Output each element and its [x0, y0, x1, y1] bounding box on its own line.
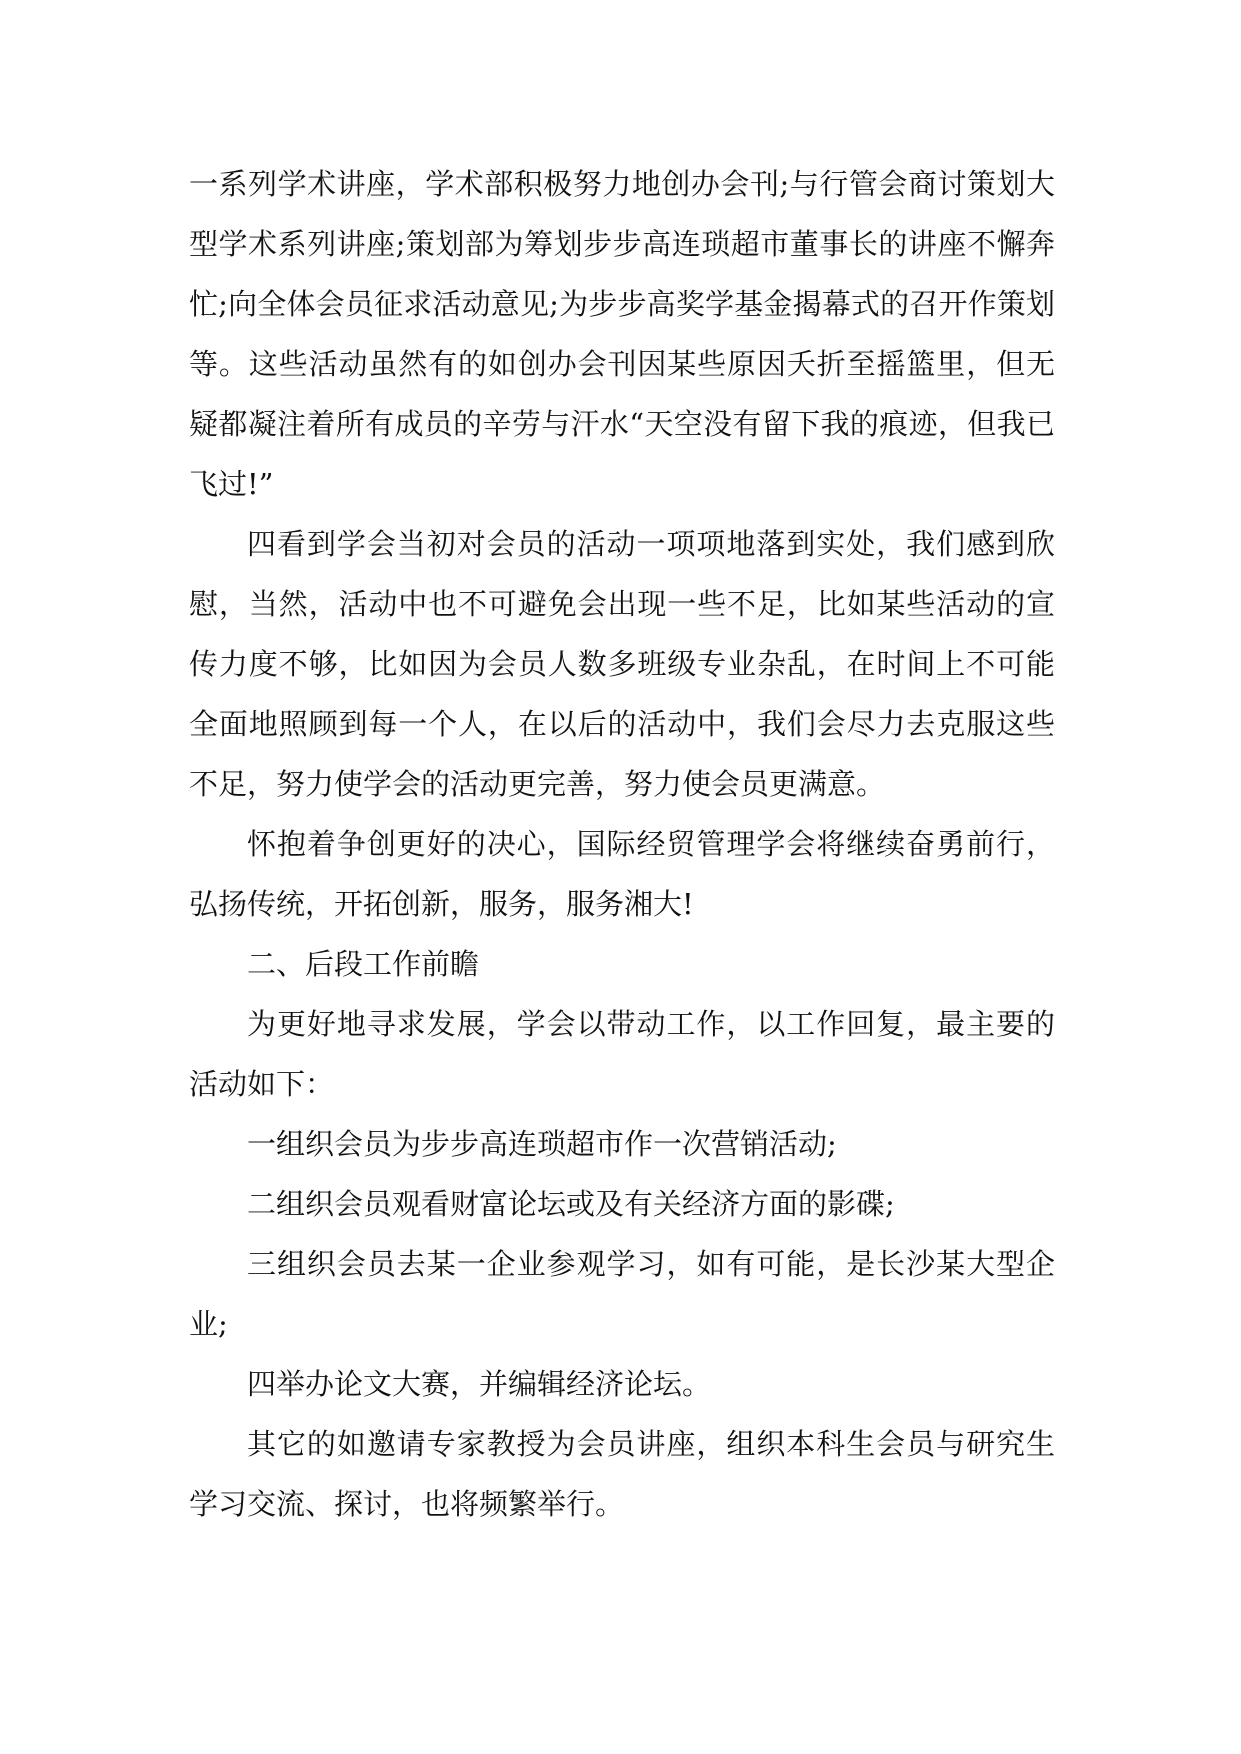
list-item-paper-contest: 四举办论文大赛，并编辑经济论坛。: [247, 1367, 712, 1401]
list-item-marketing-activity: 一组织会员为步步高连琐超市作一次营销活动;: [247, 1127, 837, 1161]
paragraph-reflection: 四看到学会当初对会员的活动一项项地落到实处，我们感到欣慰，当然，活动中也不可避免会出现一些不足，比如某些活动的宣传力度不够，比如因为会员人数多班级专业杂乱，在时间上不可能全面地照顾到每一个人，在以后的活动中，我们会尽力去克服这些不足，努力使学会的活动更完善，努力使会员更满意。: [189, 527, 1055, 801]
list-item-company-visit: 三组织会员去某一企业参观学习，如有可能，是长沙某大型企业;: [189, 1247, 1055, 1341]
list-item-forum-viewing: 二组织会员观看财富论坛或及有关经济方面的影碟;: [247, 1187, 895, 1221]
document-body: [189, 154, 1055, 1534]
paragraph-resolution: 怀抱着争创更好的决心，国际经贸管理学会将继续奋勇前行，弘扬传统，开拓创新，服务，服务湘大!: [189, 827, 1055, 921]
paragraph-other-activities: 其它的如邀请专家教授为会员讲座，组织本科生会员与研究生学习交流、探讨，也将频繁举行。: [189, 1427, 1055, 1521]
paragraph-main-activities-intro: 为更好地寻求发展，学会以带动工作，以工作回复，最主要的活动如下：: [189, 1007, 1055, 1101]
section-heading-future-work: 二、后段工作前瞻: [247, 947, 480, 981]
paragraph-continued-activities: 一系列学术讲座，学术部积极努力地创办会刊;与行管会商讨策划大型学术系列讲座;策划部为筹划步步高连琐超市董事长的讲座不懈奔忙;向全体会员征求活动意见;为步步高奖学基金揭幕式的召开作策划等。这些活动虽然有的如创办会刊因某些原因夭折至摇篮里，但无疑都凝注着所有成员的辛劳与汗水“天空没有留下我的痕迹，但我已飞过!”: [189, 167, 1055, 501]
